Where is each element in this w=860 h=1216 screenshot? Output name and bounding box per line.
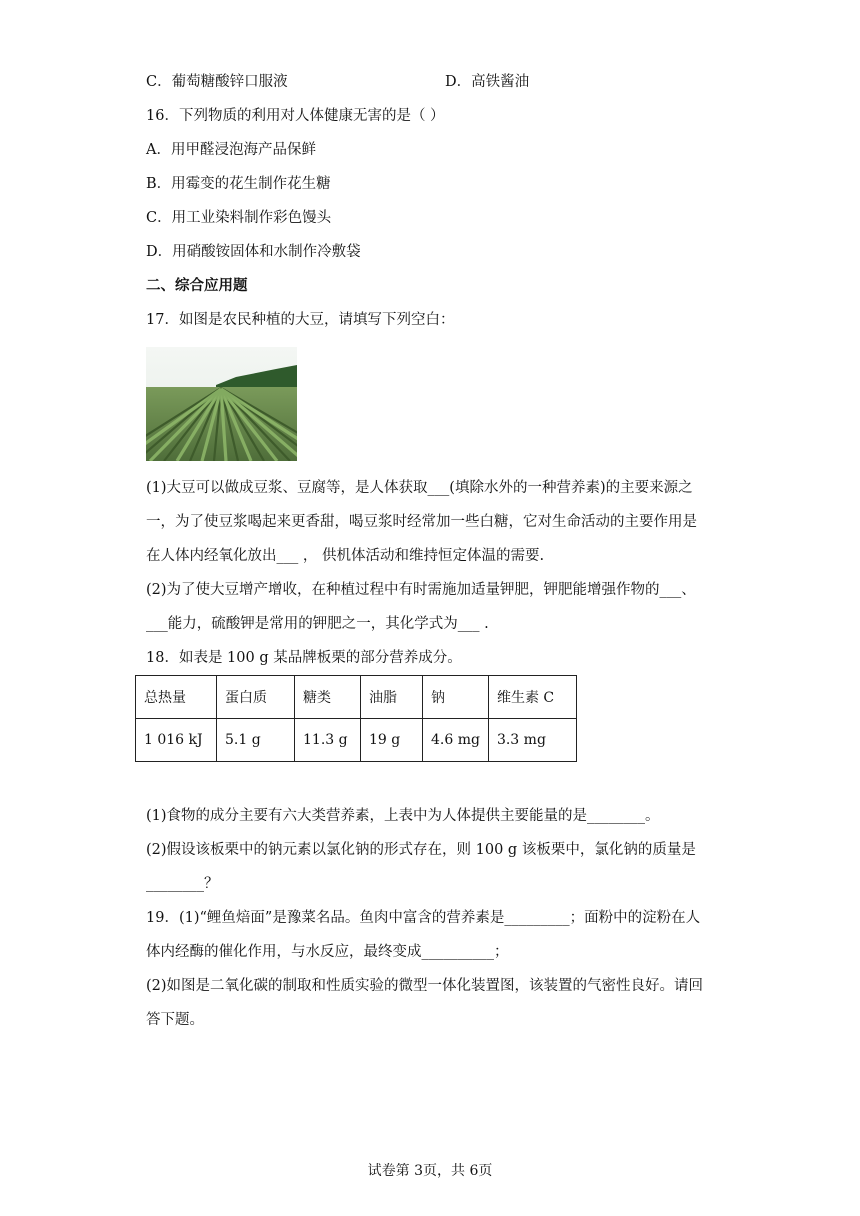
q18-part2-line1: (2)假设该板栗中的钠元素以氯化钠的形式存在，则 100 g 该板栗中，氯化钠的质量是 (146, 842, 696, 858)
table-header-cell: 糖类 (295, 676, 361, 719)
q16-option-b: B．用霉变的花生制作花生糖 (146, 176, 331, 192)
table-header-cell: 钠 (423, 676, 489, 719)
q15-option-d: D．高铁酱油 (445, 74, 530, 90)
section-title: 二、综合应用题 (146, 277, 248, 294)
page-footer: 试卷第 3页，共 6页 (367, 1163, 493, 1179)
table-row (136, 719, 577, 762)
nutrition-table (135, 675, 577, 762)
q16-option-c: C．用工业染料制作彩色馒头 (146, 210, 332, 226)
q16-stem: 16．下列物质的利用对人体健康无害的是（ ） (146, 108, 445, 124)
table-header-cell: 蛋白质 (217, 676, 295, 719)
table-cell: 4.6 mg (423, 719, 489, 762)
q16-option-a: A．用甲醛浸泡海产品保鲜 (146, 142, 316, 158)
table-header-row (136, 676, 577, 719)
q19-part1-line2: 体内经酶的催化作用，与水反应，最终变成__________； (146, 944, 509, 960)
table-cell: 3.3 mg (488, 719, 576, 762)
table-cell: 11.3 g (295, 719, 361, 762)
q19-part2-line2: 答下题。 (146, 1012, 204, 1028)
table-header-cell: 油脂 (361, 676, 423, 719)
q16-option-d: D．用硝酸铵固体和水制作冷敷袋 (146, 244, 361, 260)
q19-part2-line1: (2)如图是二氧化碳的制取和性质实验的微型一体化装置图，该装置的气密性良好。请回 (146, 978, 704, 994)
soybean-field-image (146, 347, 297, 461)
q17-part1-line1: (1)大豆可以做成豆浆、豆腐等，是人体获取___(填除水外的一种营养素)的主要来源之 (146, 480, 693, 496)
q17-stem: 17．如图是农民种植的大豆，请填写下列空白： (146, 312, 455, 328)
q18-part1: (1)食物的成分主要有六大类营养素，上表中为人体提供主要能量的是________。 (146, 808, 660, 824)
q17-part2-line2: ___能力，硫酸钾是常用的钾肥之一，其化学式为___ . (146, 616, 489, 632)
q19-part1-line1: 19．(1)“鲤鱼焙面”是豫菜名品。鱼肉中富含的营养素是_________；面粉中的淀粉在人 (146, 910, 701, 926)
table-cell: 1 016 kJ (136, 719, 217, 762)
table-header-cell: 总热量 (136, 676, 217, 719)
table-cell: 5.1 g (217, 719, 295, 762)
q18-stem: 18．如表是 100 g 某品牌板栗的部分营养成分。 (146, 650, 462, 666)
q15-option-c: C．葡萄糖酸锌口服液 (146, 74, 288, 90)
q17-part1-line2: 一，为了使豆浆喝起来更香甜，喝豆浆时经常加一些白糖，它对生命活动的主要作用是 (146, 514, 697, 530)
table-header-cell: 维生素 C (488, 676, 576, 719)
q17-part1-line3: 在人体内经氧化放出___ ， 供机体活动和维持恒定体温的需要. (146, 548, 545, 564)
q17-part2-line1: (2)为了使大豆增产增收，在种植过程中有时需施加适量钾肥，钾肥能增强作物的___、 (146, 582, 696, 598)
table-cell: 19 g (361, 719, 423, 762)
q18-part2-line2: ________？ (146, 876, 219, 892)
